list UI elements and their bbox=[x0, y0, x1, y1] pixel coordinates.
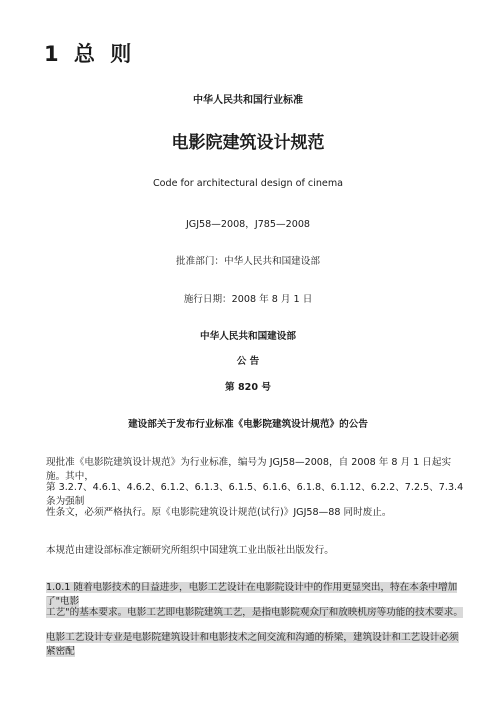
highlighted-line bbox=[46, 631, 466, 659]
notice-number: 第 820 号 bbox=[225, 382, 271, 393]
approving-department: 批准部门：中华人民共和国建设部 bbox=[176, 256, 320, 267]
clause-1-0-1-line: 1.0.1 随着电影技术的日益进步，电影工艺设计在电影院设计中的作用更显突出，特在本条中增加了"电影 bbox=[46, 582, 458, 607]
notice-label: 公 告 bbox=[236, 356, 260, 367]
document-title: 电影院建筑设计规范 bbox=[171, 133, 325, 153]
highlighted-line bbox=[46, 581, 466, 609]
document-number: JGJ58—2008，J785—2008 bbox=[185, 219, 311, 230]
clause-1-0-1-line: 工艺"的基本要求。电影工艺即电影院建筑工艺，是指电影院观众厅和放映机房等功能的技术要求。 bbox=[46, 607, 463, 618]
paragraph-line: 第 3.2.7、4.6.1、4.6.2、6.1.2、6.1.3、6.1.5、6.1.6、6.1.8、6.1.12、6.2.2、7.2.5、7.3.4 条为强制 bbox=[46, 482, 464, 507]
issuer-line: 中华人民共和国行业标准 bbox=[193, 95, 303, 106]
publisher-paragraph: 本规范由建设部标准定额研究所组织中国建筑工业出版社出版发行。 bbox=[46, 545, 334, 556]
paragraph-line: 现批准《电影院建筑设计规范》为行业标准，编号为 JGJ58—2008，自 2008 年 8 月 1 日起实施。其中， bbox=[46, 457, 452, 482]
issuing-ministry: 中华人民共和国建设部 bbox=[200, 331, 296, 342]
notice-title: 建设部关于发布行业标准《电影院建筑设计规范》的公告 bbox=[128, 419, 368, 430]
document-title-english: Code for architectural design of cinema bbox=[152, 178, 344, 189]
paragraph-line: 性条文，必须严格执行。原《电影院建筑设计规范(试行)》JGJ58—88 同时废止。 bbox=[46, 507, 392, 518]
clause-1-0-1-line: 电影工艺设计专业是电影院建筑设计和电影技术之间交流和沟通的桥梁，建筑设计和工艺设计必须紧密配 bbox=[46, 632, 459, 657]
effective-date: 施行日期：2008 年 8 月 1 日 bbox=[183, 294, 313, 305]
chapter-title: 1 总 则 bbox=[44, 42, 136, 66]
highlighted-line bbox=[46, 606, 466, 620]
